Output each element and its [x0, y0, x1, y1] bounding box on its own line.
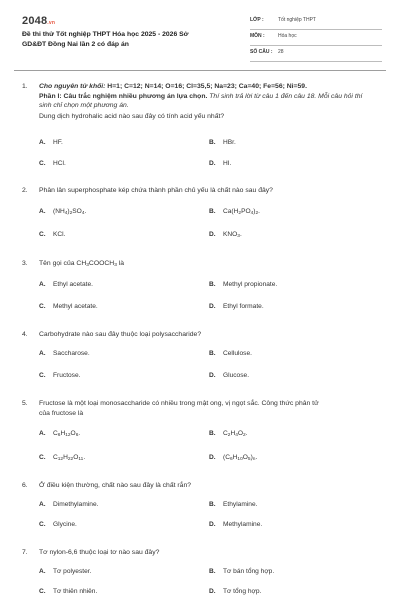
- option-letter: A.: [39, 139, 46, 146]
- info-value-class: Tốt nghiệp THPT: [278, 17, 316, 23]
- option-letter: B.: [209, 568, 216, 575]
- question-stem-line-1: Fructose là một loại monosaccharide có nhiều trong mật ong, vị ngọt sắc. Công thức phân tử: [39, 400, 319, 407]
- info-row-class: [250, 14, 382, 30]
- option-a[interactable]: [39, 501, 98, 510]
- option-letter: D.: [209, 231, 216, 238]
- option-a[interactable]: [39, 430, 80, 439]
- option-text: Methylamine.: [223, 521, 263, 528]
- option-a[interactable]: [39, 568, 91, 577]
- option-text: Tơ tổng hợp.: [223, 588, 262, 595]
- question-stem: Phân lân superphosphate kép chứa thành phần chủ yếu là chất nào sau đây?: [39, 187, 273, 194]
- option-letter: A.: [39, 568, 46, 575]
- formula-text: $C_{12}H_{22}O_{11}$.: [53, 454, 86, 462]
- option-text: HI.: [223, 160, 232, 167]
- option-letter: B.: [209, 430, 216, 437]
- question-body: [39, 399, 375, 419]
- option-letter: A.: [39, 208, 46, 215]
- option-c[interactable]: [39, 160, 66, 169]
- option-d[interactable]: [209, 454, 257, 463]
- exam-title-line-1: Đề thi thử Tốt nghiệp THPT Hóa học 2025 - 2026 Sở: [22, 31, 189, 38]
- option-text: Tơ thiên nhiên.: [53, 588, 98, 595]
- option-d[interactable]: [209, 588, 261, 597]
- formula-text: $C_2H_4O_2$.: [223, 430, 248, 438]
- question-body: [39, 186, 375, 196]
- option-letter: D.: [209, 521, 216, 528]
- option-b[interactable]: [209, 350, 252, 359]
- question-number: 4.: [22, 331, 28, 338]
- formula-text: $(NH_4)_2SO_4$.: [53, 208, 87, 216]
- info-row-subject: [250, 30, 382, 46]
- question-body: [39, 259, 375, 269]
- option-b[interactable]: [209, 430, 248, 439]
- option-text: Cellulose.: [223, 350, 252, 357]
- question-number: 1.: [22, 83, 28, 90]
- part-label: Phần I: Câu trắc nghiệm nhiều phương án lựa chọn.: [39, 93, 208, 101]
- info-key-subject: MÔN :: [250, 33, 265, 39]
- option-letter: C.: [39, 588, 46, 595]
- option-d[interactable]: [209, 160, 231, 169]
- option-a[interactable]: [39, 139, 63, 148]
- question-number: 3.: [22, 260, 28, 267]
- exam-header: [22, 14, 382, 62]
- option-text: KCl.: [53, 231, 66, 238]
- info-key-class: LỚP :: [250, 17, 264, 23]
- option-text: Ethylamine.: [223, 501, 258, 508]
- question-stem: Carbohydrate nào sau đây thuộc loại polysaccharide?: [39, 331, 202, 338]
- option-letter: A.: [39, 501, 46, 508]
- option-text: Glycine.: [53, 521, 77, 528]
- option-text: Tơ bán tổng hợp.: [223, 568, 275, 575]
- option-letter: D.: [209, 303, 216, 310]
- question-stem-line-2: của fructose là: [39, 410, 84, 418]
- option-letter: D.: [209, 160, 216, 167]
- question-body: [39, 481, 375, 491]
- option-b[interactable]: [209, 568, 274, 577]
- option-d[interactable]: [209, 521, 262, 530]
- option-letter: A.: [39, 281, 46, 288]
- formula-text: $KNO_3$.: [223, 231, 242, 239]
- info-value-subject: Hóa học: [278, 33, 297, 39]
- option-text: Methyl propionate.: [223, 281, 278, 288]
- option-letter: D.: [209, 454, 216, 461]
- option-text: HF.: [53, 139, 63, 146]
- part-instruction: [39, 92, 375, 110]
- question-body: [39, 330, 375, 340]
- part-note: Thí sinh trả lời từ câu 1 đến câu 18. Mỗi câu hỏi thí sinh chỉ chọn một phương án.: [39, 93, 363, 110]
- option-letter: C.: [39, 521, 46, 528]
- option-c[interactable]: [39, 372, 80, 381]
- info-row-count: [250, 46, 382, 62]
- option-letter: A.: [39, 430, 46, 437]
- option-text: Fructose.: [53, 372, 81, 379]
- question-stem: Dung dịch hydrohalic acid nào sau đây có tính acid yếu nhất?: [39, 112, 225, 120]
- atomic-mass-line: [39, 82, 375, 91]
- logo-tld: .vn: [47, 20, 56, 26]
- option-letter: A.: [39, 350, 46, 357]
- question-number: 2.: [22, 187, 28, 194]
- question-stem: Tên gọi của $CH_3COOCH_3$ là: [39, 260, 125, 268]
- option-b[interactable]: [209, 501, 257, 510]
- option-letter: C.: [39, 303, 46, 310]
- option-text: Tơ polyester.: [53, 568, 92, 575]
- question-number: 6.: [22, 482, 28, 489]
- question-stem: Tơ nylon-6,6 thuộc loại tơ nào sau đây?: [39, 549, 160, 556]
- exam-title: [22, 30, 232, 50]
- atomic-mass-label: Cho nguyên tử khối:: [39, 83, 106, 90]
- option-text: Methyl acetate.: [53, 303, 98, 310]
- option-letter: C.: [39, 231, 46, 238]
- option-letter: B.: [209, 208, 216, 215]
- option-letter: C.: [39, 160, 46, 167]
- question-number: 7.: [22, 549, 28, 556]
- option-letter: D.: [209, 372, 216, 379]
- option-letter: B.: [209, 350, 216, 357]
- option-text: Ethyl acetate.: [53, 281, 93, 288]
- site-logo[interactable]: [22, 14, 55, 29]
- option-text: Saccharose.: [53, 350, 90, 357]
- header-divider: [14, 70, 386, 71]
- option-text: Dimethylamine.: [53, 501, 99, 508]
- option-letter: C.: [39, 372, 46, 379]
- question-body: [39, 82, 375, 122]
- option-letter: C.: [39, 454, 46, 461]
- exam-title-line-2: GD&ĐT Đồng Nai lần 2 có đáp án: [22, 41, 129, 49]
- option-c[interactable]: [39, 303, 98, 312]
- formula-text: $C_6H_{12}O_6$.: [53, 430, 81, 438]
- option-text: HCl.: [53, 160, 66, 167]
- option-d[interactable]: [209, 372, 249, 381]
- option-letter: B.: [209, 139, 216, 146]
- atomic-mass-values: H=1; C=12; N=14; O=16; Cl=35,5; Na=23; Ca=40; Fe=56; Ni=59.: [105, 83, 307, 90]
- option-b[interactable]: [209, 281, 277, 290]
- option-c[interactable]: [39, 231, 65, 240]
- option-a[interactable]: [39, 350, 90, 359]
- logo-text: 2048: [22, 15, 48, 27]
- option-a[interactable]: [39, 208, 86, 217]
- formula-text: $Ca(H_2PO_4)_2$.: [223, 208, 260, 216]
- option-a[interactable]: [39, 281, 93, 290]
- option-c[interactable]: [39, 521, 77, 530]
- option-letter: B.: [209, 281, 216, 288]
- exam-info-box: [250, 14, 382, 62]
- option-letter: D.: [209, 588, 216, 595]
- option-b[interactable]: [209, 139, 236, 148]
- option-text: Glucose.: [223, 372, 250, 379]
- option-text: Ethyl formate.: [223, 303, 264, 310]
- option-c[interactable]: [39, 588, 97, 597]
- option-d[interactable]: [209, 231, 242, 240]
- info-value-count: 28: [278, 49, 284, 55]
- info-key-count: SỐ CÂU :: [250, 49, 273, 55]
- formula-text: $(C_6H_{10}O_5)_n$.: [223, 454, 258, 462]
- option-letter: B.: [209, 501, 216, 508]
- question-body: [39, 548, 375, 558]
- question-stem: Ở điều kiện thường, chất nào sau đây là chất rắn?: [39, 482, 192, 489]
- option-text: HBr.: [223, 139, 236, 146]
- option-d[interactable]: [209, 303, 264, 312]
- option-b[interactable]: [209, 208, 260, 217]
- question-number: 5.: [22, 400, 28, 407]
- option-c[interactable]: [39, 454, 85, 463]
